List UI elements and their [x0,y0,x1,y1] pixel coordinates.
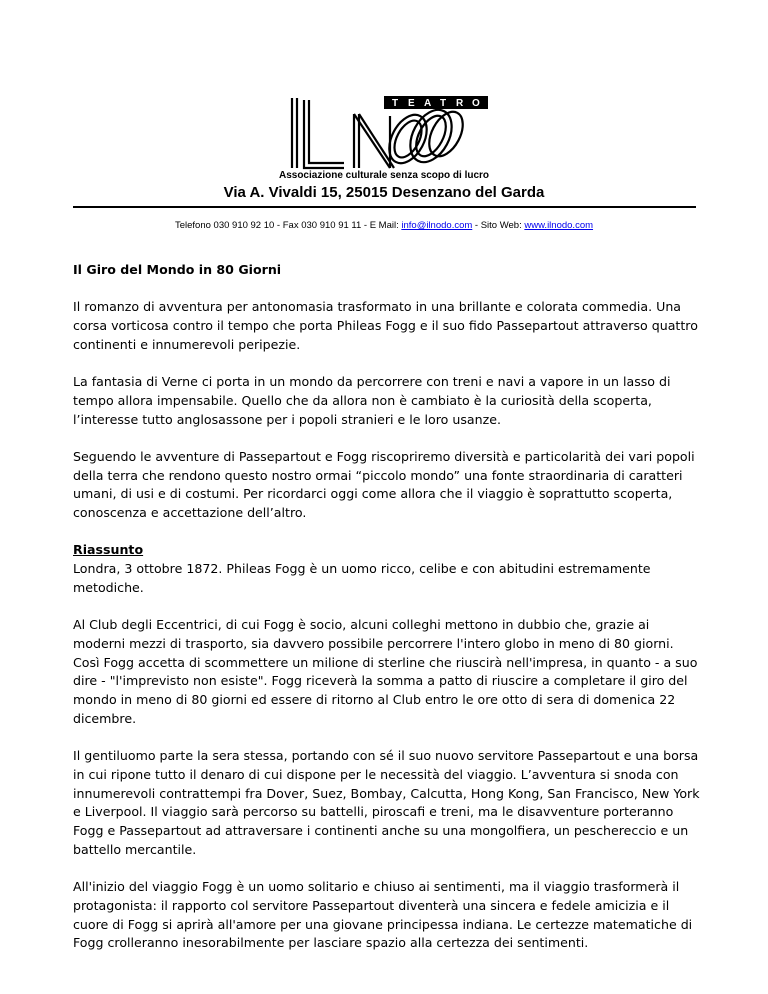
svg-text:E: E [408,98,415,109]
summary-paragraph: All'inizio del viaggio Fogg è un uomo solitario e chiuso ai sentimenti, ma il viaggio trasformerà il protagonista: il rapporto col servitore Passepartout diventerà una sincera e fedele amicizia e il cuore di Fogg si aprirà all'amore per una giovane principessa indiana. Le certezze matematiche di Fogg crolleranno inesorabilmente per lasciare spazio alla certezza dei sentimenti. [73,879,693,951]
contact-phone-fax: Telefono 030 910 92 10 - Fax 030 910 91 11 - E Mail: [174,220,402,231]
teatro-il-nido-logo [286,94,490,172]
svg-text:T: T [392,98,399,109]
intro-paragraph: La fantasia di Verne ci porta in un mondo da percorrere con treni e navi a vapore in un lasso di tempo allora impensabile. Quello che da allora non è cambiato è la curiosità della scoperta, l’interesse tutto anglosassone per i popoli stranieri e le loro usanze. [73,374,671,427]
summary-opening: Londra, 3 ottobre 1872. Phileas Fogg è un uomo ricco, celibe e con abitudini estremamente metodiche. [73,561,651,595]
svg-text:O: O [472,98,480,109]
svg-text:T: T [440,98,447,109]
article-body [73,261,701,972]
contact-separator: - Sito Web: [472,220,525,231]
svg-text:R: R [456,98,464,109]
svg-text:A: A [424,98,432,109]
intro-paragraph: Seguendo le avventure di Passepartout e Fogg riscopriremo diversità e particolarità dei vari popoli della terra che rendono questo nostro ormai “piccolo mondo” una fonte straordinaria di caratteri umani, di usi e di costumi. Per ricordarci oggi come allora che il viaggio è soprattutto scoperta, conoscenza e accettazione dell’altro. [73,448,695,521]
summary-paragraph: Al Club degli Eccentrici, di cui Fogg è socio, alcuni colleghi mettono in dubbio che, grazie ai moderni mezzi di trasporto, sia davvero possibile percorrere l'intero globo in meno di 80 giorni. Così Fogg accetta di scommettere un milione di sterline che riuscirà nell'impresa, in quanto - a suo dire - "l'imprevisto non esiste". Fogg riceverà la somma a patto di riuscire a completare il giro del mondo in meno di 80 giorni ed essere di ritorno al Club entro le ore otto di sera di domenica 22 dicembre. [73,617,698,726]
association-tagline: Associazione culturale senza scopo di lucro [278,170,490,181]
article-title: Il Giro del Mondo in 80 Giorni [73,262,282,277]
summary-paragraph: Il gentiluomo parte la sera stessa, portando con sé il suo nuovo servitore Passepartout e una borsa in cui ripone tutto il denaro di cui dispone per le necessità del viaggio. L’avventura si snoda con innumerevoli contrattempi fra Dover, Suez, Bombay, Calcutta, Hong Kong, San Francisco, New York e Liverpool. Il viaggio sarà percorso su battelli, piroscafi e treni, ma le disavventure porteranno Fogg e Passepartout ad attraversare i continenti anche su una mongolfiera, un peschereccio e un battello mercantile. [73,748,700,857]
summary-block [73,541,701,597]
summary-heading: Riassunto [73,542,144,558]
website-link[interactable]: www.ilnodo.com [524,220,594,231]
address-line: Via A. Vivaldi 15, 25015 Desenzano del Garda [223,184,545,201]
contact-line [0,220,768,231]
email-link[interactable]: info@ilnodo.com [401,220,473,231]
header-divider [73,206,696,208]
intro-paragraph: Il romanzo di avventura per antonomasia trasformato in una brillante e colorata commedia. Una corsa vorticosa contro il tempo che porta Phileas Fogg e il suo fido Passepartout attraverso quattro continenti e innumerevoli peripezie. [73,299,698,352]
